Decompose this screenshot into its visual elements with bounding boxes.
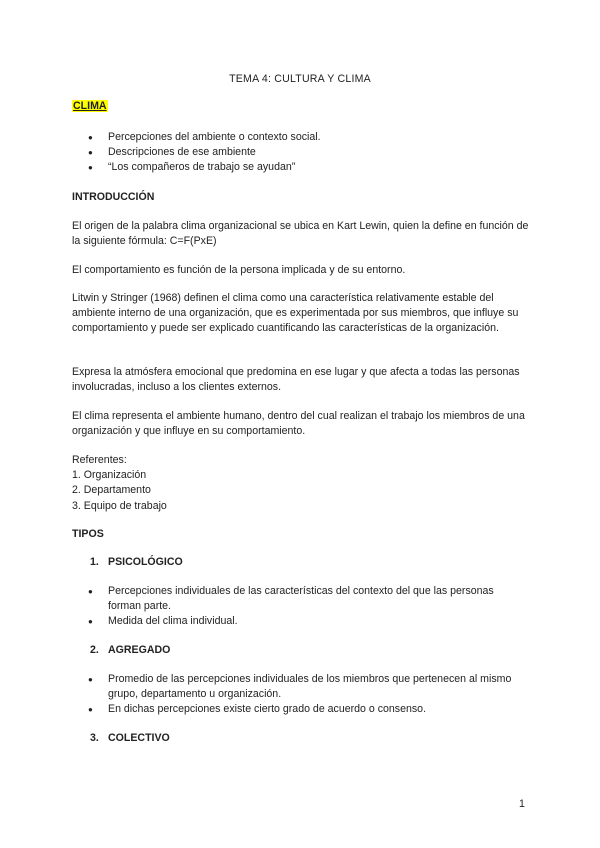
- clima-heading: CLIMA: [73, 100, 107, 112]
- paragraph-atmosphere: Expresa la atmósfera emocional que predomina en ese lugar y que afecta a todas las personas involucradas, incluso a los clientes externos.: [72, 366, 520, 394]
- tipo-number: 1.: [90, 556, 99, 568]
- list-item: ● En dichas percepciones existe cierto grado de acuerdo o consenso.: [72, 702, 522, 717]
- referente-item: 3. Equipo de trabajo: [72, 499, 167, 512]
- list-item: ● Promedio de las percepciones individuales de los miembros que pertenecen al mismo grupo, departamento u organización.: [72, 672, 522, 702]
- tipo-number: 3.: [90, 732, 99, 744]
- tipo-colectivo-heading: [90, 732, 170, 744]
- page-number: 1: [519, 798, 525, 810]
- clima-bullet-list: [72, 130, 522, 176]
- paragraph-origin: El origen de la palabra clima organizacional se ubica en Kart Lewin, quien la define en función de la siguiente fórmula: C=F(PxE): [72, 220, 529, 248]
- tipo-psicologico-bullets: [72, 584, 522, 630]
- list-item: ● Percepciones del ambiente o contexto social.: [72, 130, 522, 145]
- tipo-name: PSICOLÓGICO: [108, 556, 183, 568]
- intro-heading: INTRODUCCIÓN: [72, 191, 155, 203]
- tipo-name: AGREGADO: [108, 644, 171, 656]
- referentes-label: Referentes:: [72, 454, 127, 466]
- tipo-name: COLECTIVO: [108, 732, 170, 744]
- paragraph-behavior: El comportamiento es función de la persona implicada y de su entorno.: [72, 264, 406, 276]
- tipo-agregado-heading: [90, 644, 170, 656]
- referentes-block: [72, 453, 530, 514]
- list-item: ● Descripciones de ese ambiente: [72, 145, 522, 160]
- referente-item: 1. Organización: [72, 469, 147, 482]
- list-item: ● Medida del clima individual.: [72, 614, 522, 629]
- paragraph-human-environment: El clima representa el ambiente humano, dentro del cual realizan el trabajo los miembros de una organización y que influye en su comportamiento.: [72, 410, 525, 438]
- list-item: ● “Los compañeros de trabajo se ayudan”: [72, 160, 522, 175]
- tipo-psicologico-heading: [90, 556, 183, 568]
- paragraph-litwin: Litwin y Stringer (1968) definen el clima como una característica relativamente estable del ambiente interno de una organización, que es experimentada por sus miembros, que influye su comportamiento y puede ser explicado cuantificando las características de la organización.: [72, 292, 519, 335]
- referente-item: 2. Departamento: [72, 484, 151, 497]
- tipo-agregado-bullets: [72, 672, 522, 718]
- tipos-heading: TIPOS: [72, 528, 104, 540]
- document-title: TEMA 4: CULTURA Y CLIMA: [229, 73, 371, 85]
- tipo-number: 2.: [90, 644, 99, 656]
- list-item: ● Percepciones individuales de las características del contexto del que las personas forman parte.: [72, 584, 522, 614]
